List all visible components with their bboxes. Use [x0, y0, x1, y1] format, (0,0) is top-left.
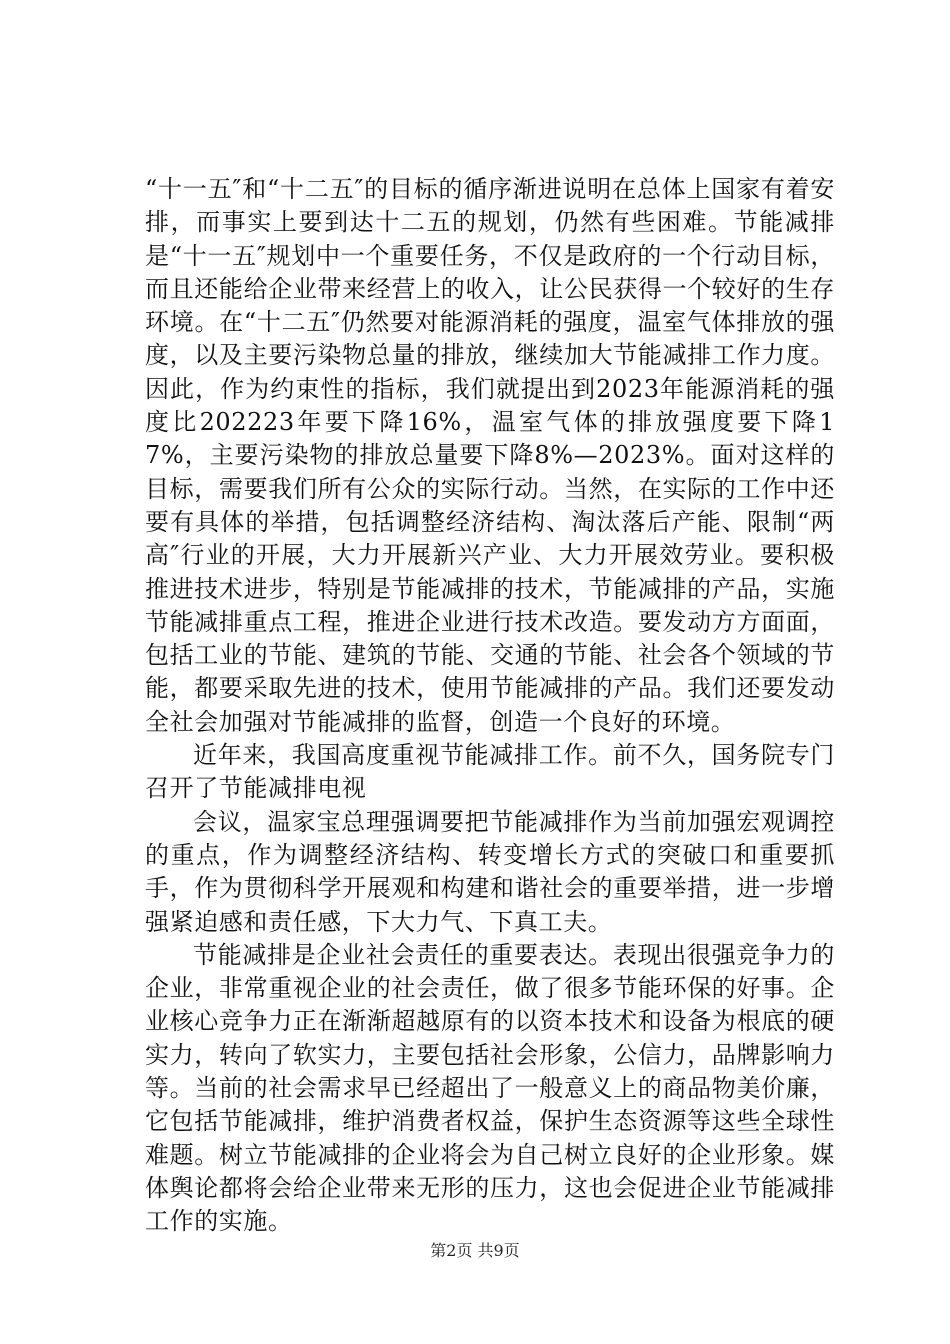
paragraph-1: “十一五″和“十二五″的目标的循序渐进说明在总体上国家有着安排，而事实上要到达十二五的规划，仍然有些困难。节能减排是“十一五″规划中一个重要任务，不仅是政府的一个行动目标，而且还能给企业带来经营上的收入，让公民获得一个较好的生存环境。在“十二五″仍然要对能源消耗的强度，温室气体排放的强度，以及主要污染物总量的排放，继续加大节能减排工作力度。因此，作为约束性的指标，我们就提出到2023年能源消耗的强度比202223年要下降16%，温室气体的排放强度要下降17%，主要污染物的排放总量要下降8%—2023%。面对这样的目标，需要我们所有公众的实际行动。当然，在实际的工作中还要有具体的举措，包括调整经济结构、淘汰落后产能、限制“两高″行业的开展，大力开展新兴产业、大力开展效劳业。要积极推进技术进步，特别是节能减排的技术，节能减排的产品，实施节能减排重点工程，推进企业进行技术改造。要发动方方面面，包括工业的节能、建筑的节能、交通的节能、社会各个领域的节能，都要采取先进的技术，使用节能减排的产品。我们还要发动全社会加强对节能减排的监督，创造一个良好的环境。 — [145, 175, 835, 736]
paragraph-4: 节能减排是企业社会责任的重要表达。表现出很强竞争力的企业，非常重视企业的社会责任，做了很多节能环保的好事。企业核心竞争力正在渐渐超越原有的以资本技术和设备为根底的硬实力，转向了软实力，主要包括社会形象，公信力，品牌影响力等。当前的社会需求早已经超出了一般意义上的商品物美价廉，它包括节能减排，维护消费者权益，保护生态资源等这些全球性难题。树立节能减排的企业将会为自己树立良好的企业形象。媒体舆论都将会给企业带来无形的压力，这也会促进企业节能减排工作的实施。 — [145, 940, 835, 1236]
paragraph-3: 会议，温家宝总理强调要把节能减排作为当前加强宏观调控的重点，作为调整经济结构、转变增长方式的突破口和重要抓手，作为贯彻科学开展观和构建和谐社会的重要举措，进一步增强紧迫感和责任感，下大力气、下真工夫。 — [145, 807, 835, 936]
page-number-footer: 第2页 共9页 — [430, 1241, 520, 1260]
paragraph-2: 近年来，我国高度重视节能减排工作。前不久，国务院专门召开了节能减排电视 — [145, 741, 835, 803]
document-body — [145, 173, 835, 1239]
